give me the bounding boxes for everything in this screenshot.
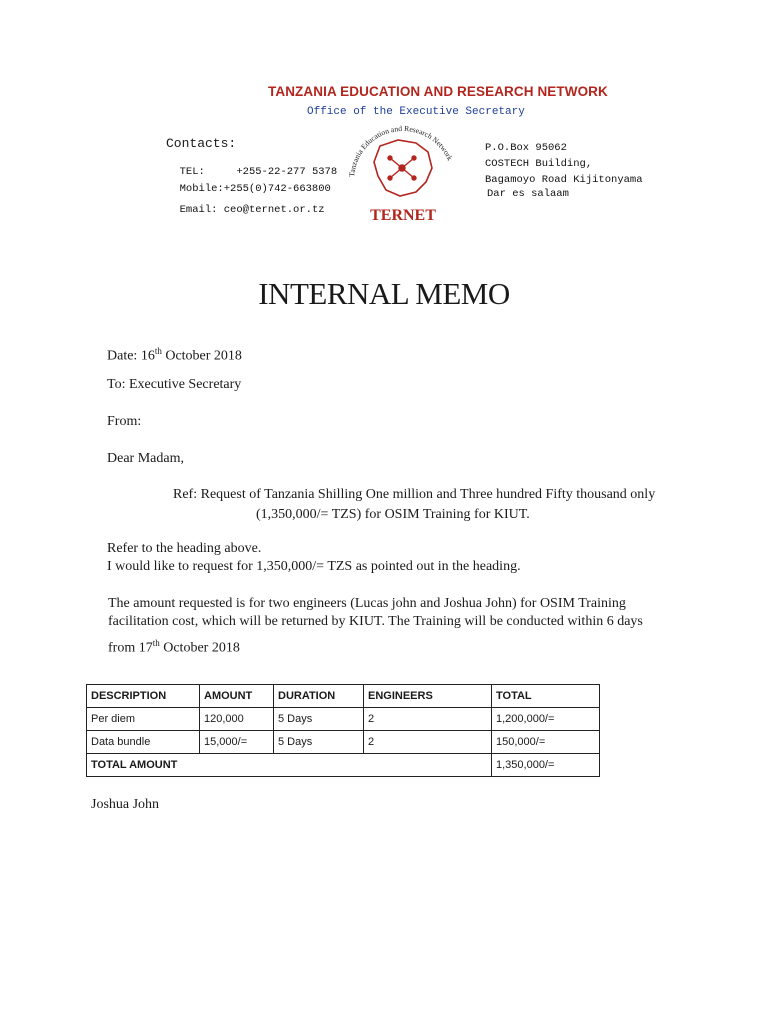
table-header-cell: ENGINEERS <box>364 685 492 708</box>
memo-date-label: Date: 16 <box>107 348 155 364</box>
memo-signature: Joshua John <box>91 797 160 812</box>
memo-body-line: Refer to the heading above. <box>107 541 262 556</box>
address-line: Dar es salaam <box>487 188 569 200</box>
ternet-logo <box>344 116 462 224</box>
memo-body-suffix: th <box>152 638 160 648</box>
logo-ring-text: Tanzania Education and Research Network <box>347 123 455 178</box>
table-cell: Per diem <box>87 708 200 731</box>
table-header-cell: DESCRIPTION <box>87 685 200 708</box>
table-cell: 2 <box>364 708 492 731</box>
memo-body-line: facilitation cost, which will be returned by KIUT. The Training will be conducted within 6 days <box>108 614 643 629</box>
contact-tel-value: +255-22-277 5378 <box>236 166 338 178</box>
address-line: P.O.Box 95062 <box>485 142 567 154</box>
table-cell: 5 Days <box>274 708 364 731</box>
memo-body-line <box>108 634 240 658</box>
memo-from: From: <box>107 414 142 429</box>
table-row <box>87 731 600 754</box>
memo-to: To: Executive Secretary <box>107 377 242 392</box>
contact-mobile-value: +255(0)742-663800 <box>223 183 331 195</box>
contact-email-value: ceo@ternet.or.tz <box>223 204 325 216</box>
memo-reference-line: (1,350,000/= TZS) for OSIM Training for KIUT. <box>256 507 530 522</box>
office-name: Office of the Executive Secretary <box>307 106 525 118</box>
memo-reference-line: Ref: Request of Tanzania Shilling One million and Three hundred Fifty thousand only <box>173 487 656 502</box>
contact-mobile-label: Mobile: <box>179 183 224 195</box>
memo-body-line: I would like to request for 1,350,000/= TZS as pointed out in the heading. <box>107 559 521 574</box>
table-header-cell: TOTAL <box>492 685 600 708</box>
memo-salutation: Dear Madam, <box>107 451 184 466</box>
table-cell: 5 Days <box>274 731 364 754</box>
table-cell: Data bundle <box>87 731 200 754</box>
logo-name: TERNET <box>370 207 436 224</box>
contact-email <box>167 192 325 216</box>
table-cell: 2 <box>364 731 492 754</box>
memo-date <box>107 342 242 366</box>
contact-email-label: Email: <box>179 204 218 216</box>
contacts-heading: Contacts: <box>166 136 237 151</box>
table-total-row <box>87 754 600 777</box>
memo-date-rest: October 2018 <box>161 348 242 364</box>
memo-title: INTERNAL MEMO <box>258 276 510 311</box>
memo-body-line: The amount requested is for two engineers (Lucas john and Joshua John) for OSIM Training <box>108 596 626 611</box>
table-row <box>87 708 600 731</box>
table-cell: 15,000/= <box>200 731 274 754</box>
table-header-cell: AMOUNT <box>200 685 274 708</box>
table-cell: 150,000/= <box>492 731 600 754</box>
table-cell: 120,000 <box>200 708 274 731</box>
table-header-row <box>87 685 600 708</box>
cost-table <box>86 684 600 777</box>
organization-name: TANZANIA EDUCATION AND RESEARCH NETWORK <box>268 84 608 99</box>
memo-body-text: from 17 <box>108 640 153 656</box>
table-total-label: TOTAL AMOUNT <box>87 754 492 777</box>
contact-tel-label: TEL: <box>179 166 205 178</box>
table-total-value: 1,350,000/= <box>492 754 600 777</box>
memo-body-text: October 2018 <box>159 640 240 656</box>
memo-date-suffix: th <box>154 346 162 356</box>
table-cell: 1,200,000/= <box>492 708 600 731</box>
table-header-cell: DURATION <box>274 685 364 708</box>
address-line: Bagamoyo Road Kijitonyama <box>485 174 643 186</box>
address-line: COSTECH Building, <box>485 158 593 170</box>
